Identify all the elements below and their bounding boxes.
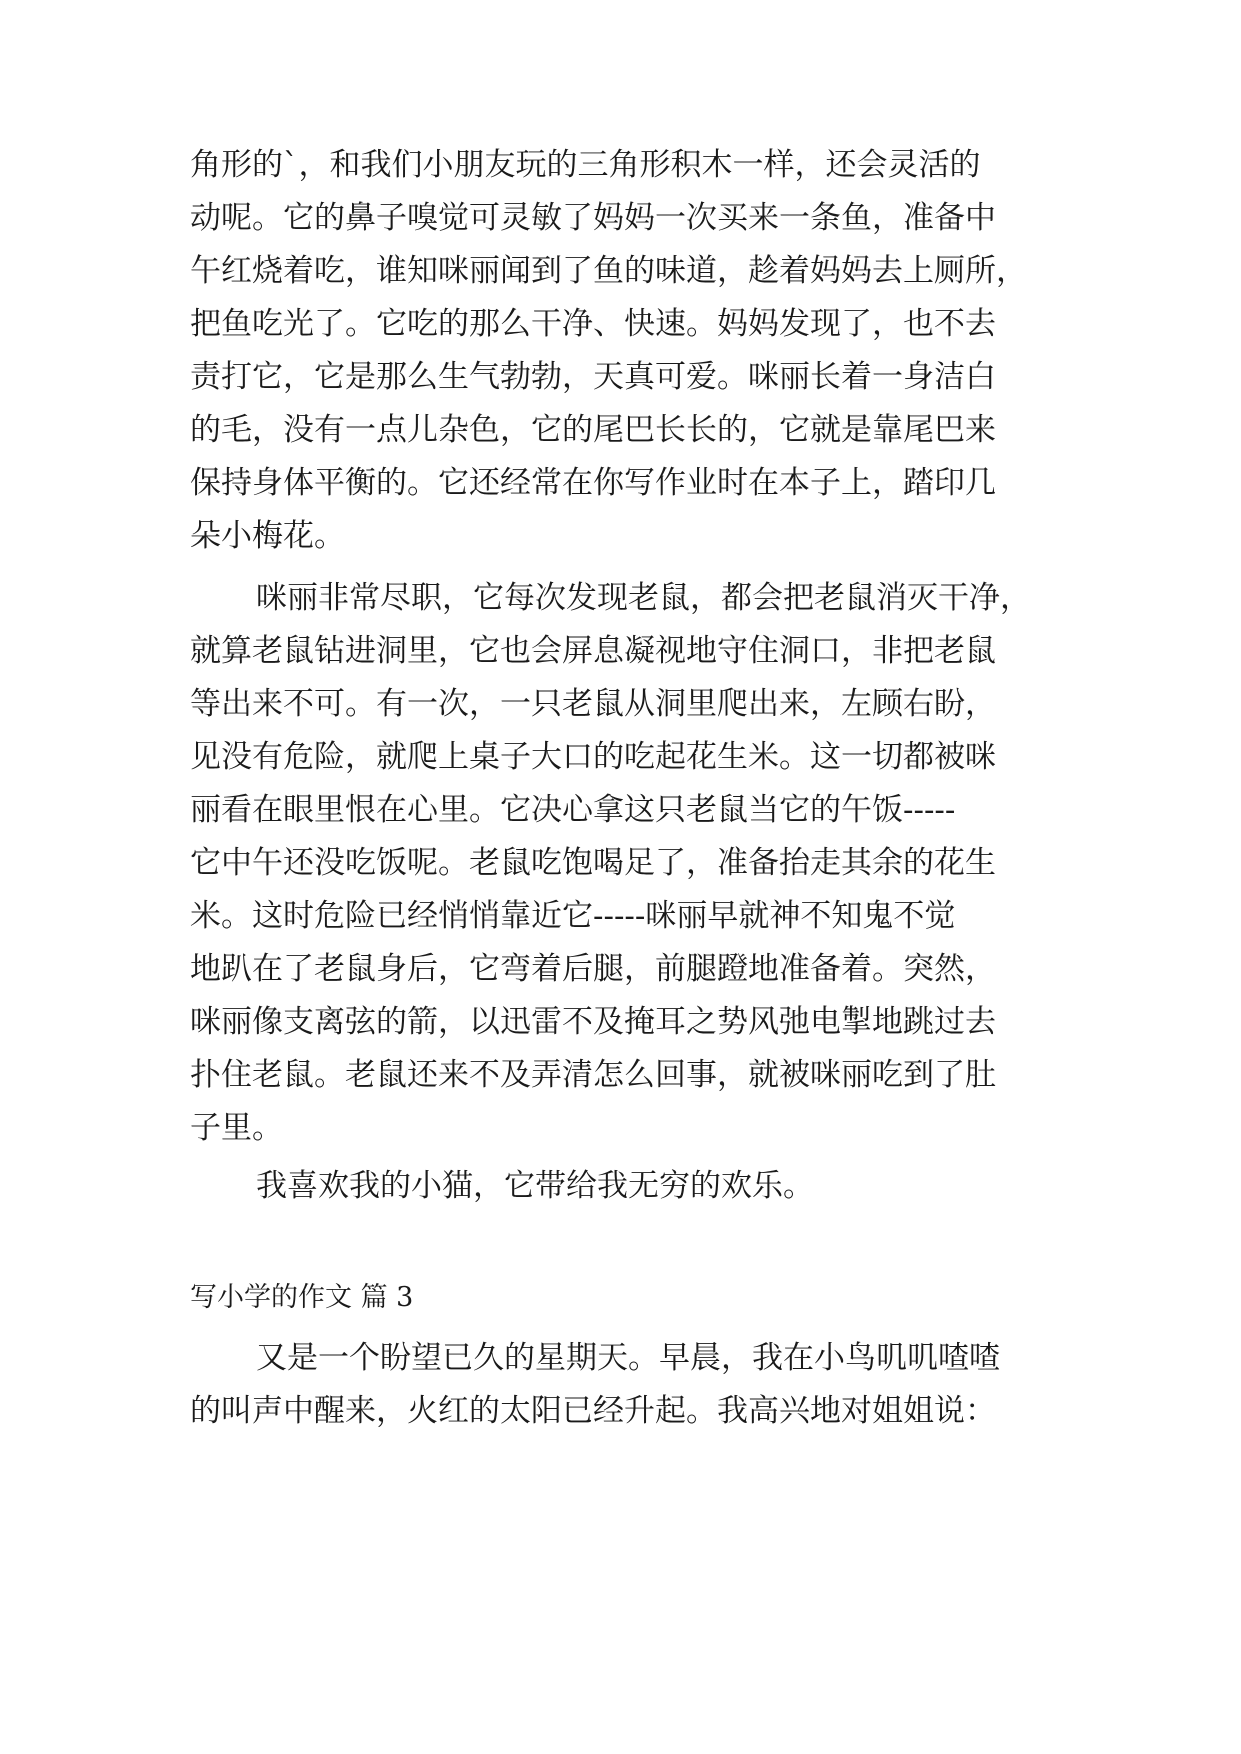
paragraph-line: 米。这时危险已经悄悄靠近它-----咪丽早就神不知鬼不觉 (190, 898, 956, 934)
paragraph-line: 地趴在了老鼠身后，它弯着后腿，前腿蹬地准备着。突然， (190, 951, 996, 987)
paragraph-line: 就算老鼠钻进洞里，它也会屏息凝视地守住洞口，非把老鼠 (190, 633, 996, 669)
paragraph-line: 午红烧着吃，谁知咪丽闻到了鱼的味道，趁着妈妈去上厕所， (190, 253, 1027, 289)
paragraph-line: 的毛，没有一点儿杂色，它的尾巴长长的，它就是靠尾巴来 (190, 412, 996, 448)
paragraph-line: 咪丽像支离弦的箭，以迅雷不及掩耳之势风弛电掣地跳过去 (190, 1004, 996, 1040)
paragraph-line: 它中午还没吃饭呢。老鼠吃饱喝足了，准备抬走其余的花生 (190, 845, 996, 881)
paragraph-line: 保持身体平衡的。它还经常在你写作业时在本子上，踏印几 (190, 465, 996, 501)
paragraph-line: 朵小梅花。 (190, 518, 345, 554)
paragraph-line: 等出来不可。有一次，一只老鼠从洞里爬出来，左顾右盼， (190, 686, 996, 722)
paragraph-line: 的叫声中醒来，火红的太阳已经升起。我高兴地对姐姐说： (190, 1393, 996, 1429)
paragraph-line: 动呢。它的鼻子嗅觉可灵敏了妈妈一次买来一条鱼，准备中 (190, 200, 996, 236)
section-heading: 写小学的作文 篇 3 (190, 1282, 414, 1313)
paragraph-line: 又是一个盼望已久的星期天。早晨，我在小鸟叽叽喳喳 (256, 1340, 1000, 1376)
paragraph-line: 责打它，它是那么生气勃勃，天真可爱。咪丽长着一身洁白 (190, 359, 996, 395)
paragraph-line: 把鱼吃光了。它吃的那么干净、快速。妈妈发现了，也不去 (190, 306, 996, 342)
paragraph-line: 我喜欢我的小猫，它带给我无穷的欢乐。 (256, 1168, 814, 1204)
paragraph-line: 扑住老鼠。老鼠还来不及弄清怎么回事，就被咪丽吃到了肚 (190, 1057, 996, 1093)
paragraph-line: 咪丽非常尽职，它每次发现老鼠，都会把老鼠消灭干净， (256, 580, 1031, 616)
paragraph-line: 见没有危险，就爬上桌子大口的吃起花生米。这一切都被咪 (190, 739, 996, 775)
paragraph-line: 丽看在眼里恨在心里。它决心拿这只老鼠当它的午饭----- (190, 792, 956, 828)
paragraph-line: 子里。 (190, 1110, 283, 1146)
paragraph-line: 角形的`，和我们小朋友玩的三角形积木一样，还会灵活的 (190, 147, 981, 183)
